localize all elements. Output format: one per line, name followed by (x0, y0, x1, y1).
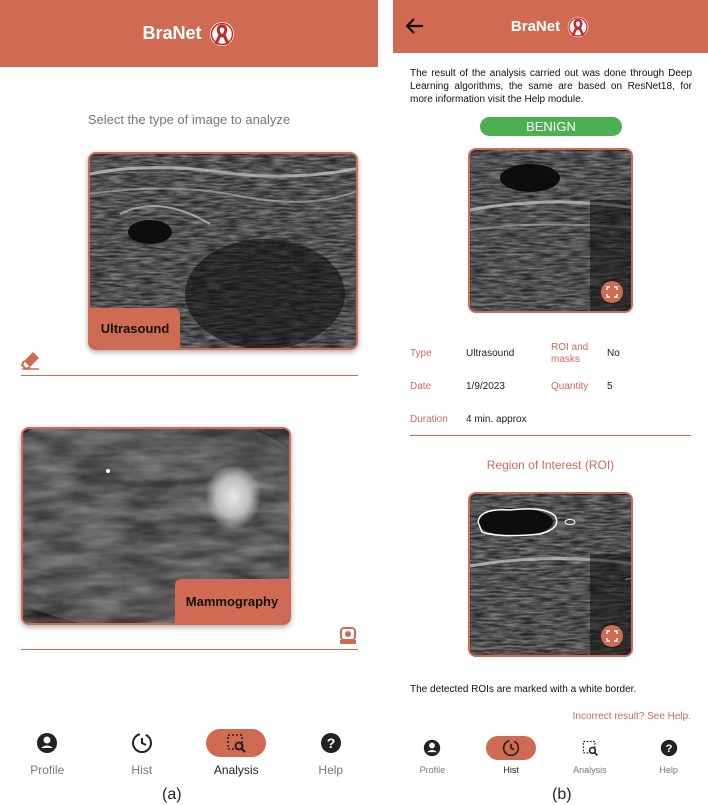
type-label: Type (410, 348, 432, 359)
help-icon (320, 732, 342, 754)
help-icon (660, 739, 678, 757)
duration-label: Duration (410, 414, 448, 425)
ultrasound-label[interactable]: Ultrasound (90, 308, 180, 348)
roi-title: Region of Interest (ROI) (486, 458, 615, 472)
help-link[interactable]: Incorrect result? See Help. (572, 711, 691, 722)
profile-icon (423, 739, 441, 757)
result-badge: BENIGN (480, 117, 622, 136)
app-title: BraNet (142, 23, 202, 43)
nav-analysis[interactable] (206, 729, 266, 777)
result-image-card (468, 148, 633, 313)
mammography-machine-icon (338, 626, 358, 646)
expand-icon (606, 630, 618, 642)
figure-label-b: (b) (552, 786, 572, 803)
brand (142, 20, 235, 48)
expand-icon (606, 286, 618, 298)
duration-value: 4 min. approx (466, 414, 527, 425)
quantity-label: Quantity (551, 381, 589, 392)
nav-profile-label-b: Profile (419, 765, 446, 775)
nav-help[interactable] (301, 729, 361, 777)
svg-text:?: ? (665, 743, 673, 756)
nav-hist[interactable] (112, 729, 172, 777)
analysis-icon (581, 739, 599, 757)
roi-image-card (468, 492, 633, 657)
roi-label: ROI and masks (551, 342, 589, 365)
bottom-nav-b (393, 736, 708, 775)
bottom-nav (0, 729, 378, 777)
quantity-value: 5 (607, 381, 613, 392)
awareness-ribbon-icon (208, 20, 236, 48)
history-icon (131, 732, 153, 754)
figure-label-a: (a) (162, 786, 182, 803)
nav-profile-label: Profile (30, 763, 65, 777)
result-description: The result of the analysis carried out was done through Deep Learning algorithms, the same are based on ResNet18, for more information visit the Help module. (410, 68, 692, 105)
ultrasound-probe-icon (21, 350, 41, 370)
nav-help-label: Help (318, 763, 344, 777)
nav-hist-b[interactable] (486, 736, 536, 775)
roi-value: No (607, 348, 620, 359)
nav-help-label-b: Help (659, 765, 678, 775)
date-value: 1/9/2023 (466, 381, 505, 392)
app-header-b (393, 0, 708, 53)
analysis-icon (225, 732, 247, 754)
brand-b (511, 15, 590, 39)
info-divider (410, 435, 691, 436)
svg-text:?: ? (326, 735, 336, 751)
date-label: Date (410, 381, 432, 392)
nav-hist-label: Hist (131, 763, 153, 777)
expand-button[interactable] (601, 281, 623, 303)
ultrasound-option-card[interactable] (88, 152, 358, 350)
select-prompt: Select the type of image to analyze (87, 112, 291, 127)
app-header (0, 0, 378, 67)
nav-profile-b[interactable] (407, 736, 457, 775)
awareness-ribbon-icon (566, 15, 590, 39)
profile-icon (36, 732, 58, 754)
app-title-b: BraNet (510, 18, 561, 35)
screen-b (393, 0, 708, 785)
history-icon (502, 739, 520, 757)
mammography-label[interactable]: Mammography (175, 579, 289, 623)
nav-analysis-label-b: Analysis (573, 765, 607, 775)
type-value: Ultrasound (466, 348, 515, 359)
nav-help-b[interactable] (644, 736, 694, 775)
nav-analysis-label: Analysis (213, 763, 259, 777)
back-arrow-icon[interactable] (403, 14, 427, 38)
nav-profile[interactable] (17, 729, 77, 777)
nav-analysis-b[interactable] (565, 736, 615, 775)
roi-expand-button[interactable] (601, 625, 623, 647)
mammography-option-card[interactable] (21, 427, 291, 625)
ultrasound-divider (21, 375, 358, 376)
roi-note: The detected ROIs are marked with a white border. (410, 684, 637, 695)
nav-hist-label-b: Hist (503, 765, 519, 775)
mammography-divider (21, 649, 358, 650)
